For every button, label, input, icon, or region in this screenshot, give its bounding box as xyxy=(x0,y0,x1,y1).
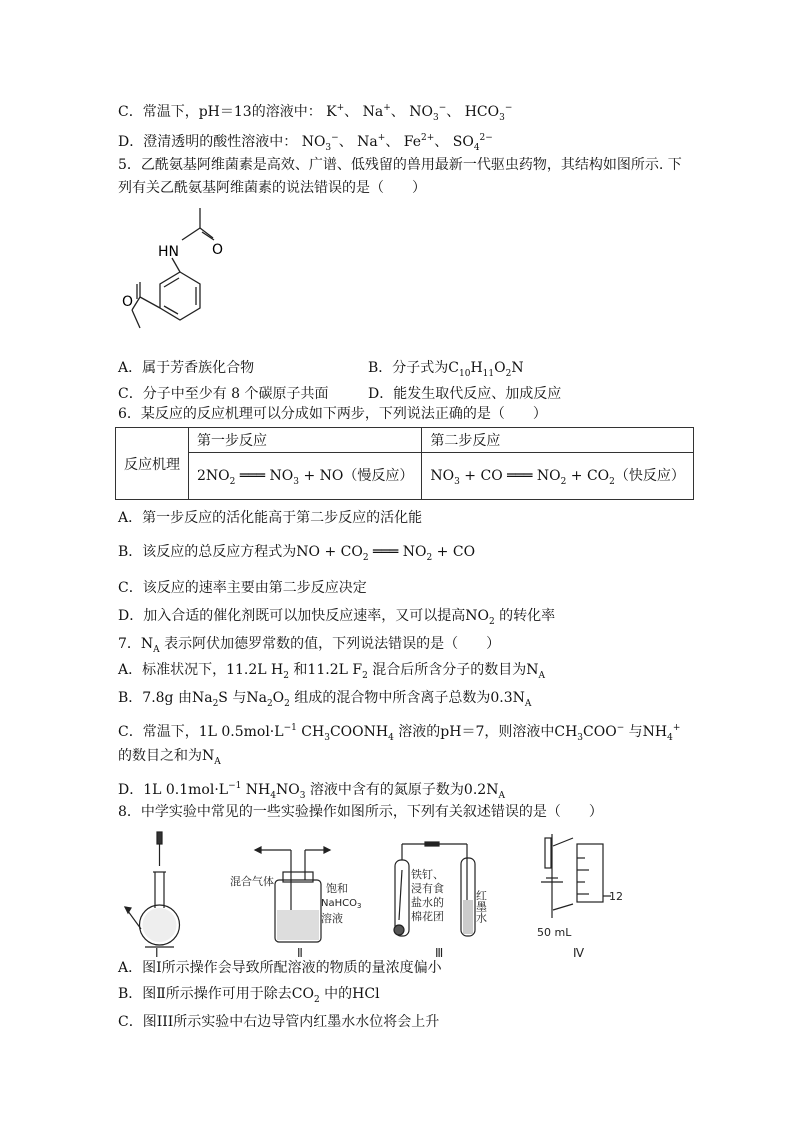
q7-option-a: A．标准状况下，11.2L $H_2$ 和11.2L $F_2$ 混合后所含分子的数目为$N_A$ xyxy=(118,662,546,681)
q8-option-c: C．图III所示实验中右边导管内红墨水水位将会上升 xyxy=(118,1014,440,1030)
q8-option-a: A．图Ⅰ所示操作会导致所配溶液的物质的量浓度偏小 xyxy=(118,960,442,976)
table-step2-equation: $NO_3$ + CO ═══ $NO_2 + CO_2$（快反应） xyxy=(422,453,694,500)
fig2-reagent-label-1: 饱和 xyxy=(326,882,348,895)
q8-option-b: B．图Ⅱ所示操作可用于除去$CO_2$ 中的HCl xyxy=(118,986,380,1005)
q5-stem-line1: 5．乙酰氨基阿维菌素是高效、广谱、低残留的兽用最新一代驱虫药物，其结构如图所示. 下 xyxy=(118,157,682,173)
q7-stem: 7．$N_A$ 表示阿伏加德罗常数的值，下列说法错误的是（ ） xyxy=(118,636,501,655)
fig3-iron-label-2: 浸有食 xyxy=(411,882,444,895)
fig3-iron-label-4: 棉花团 xyxy=(411,910,444,923)
q5-stem-line2: 列有关乙酰氨基阿维菌素的说法错误的是（ ） xyxy=(118,180,426,196)
fig3-red-ink-label: 红墨水 xyxy=(474,890,488,923)
fig2-reagent-label-2: NaHCO$_3$ xyxy=(321,898,362,910)
fig4-volume-label: 50 mL xyxy=(537,926,572,939)
table-step1-header: 第一步反应 xyxy=(189,428,422,453)
q6-option-b: B．该反应的总反应方程式为NO + $CO_2$ ═══ $NO_2$ + CO xyxy=(118,544,476,563)
q6-option-a: A．第一步反应的活化能高于第二步反应的活化能 xyxy=(118,510,423,526)
q8-stem: 8．中学实验中常见的一些实验操作如图所示，下列有关叙述错误的是（ ） xyxy=(118,804,603,820)
q7-option-d: D．1L $0.1mol\cdot L^{-1}$ $NH_4NO_3$ 溶液中含有的氮原子数为$0.2N_A$ xyxy=(118,781,505,801)
q8-apparatus-figure xyxy=(115,830,635,958)
q4-option-d: D．澄清透明的酸性溶液中： $NO_3^-$、 Na+、 $Fe^{2+}$、 $SO_4^{2-}$ xyxy=(118,133,493,153)
fig3-label: Ⅲ xyxy=(435,946,444,958)
q5-option-c: C．分子中至少有 8 个碳原子共面 xyxy=(118,386,329,402)
q5-structure-diagram xyxy=(110,200,250,350)
q4-option-c: C．常温下，pH＝13的溶液中： K+、 Na+、 $NO_3^-$、 $HCO_3^-$ xyxy=(118,103,513,123)
q5-option-a: A．属于芳香族化合物 xyxy=(118,360,255,376)
fig4-burette xyxy=(541,834,611,918)
q7-option-c-line1: C．常温下，1L $0.5mol\cdot L^{-1}$ $CH_3COONH_4$ 溶液的pH＝7，则溶液中$CH_3COO^-$ 与$NH_4^+$ xyxy=(118,723,681,743)
fig2-reagent-label-3: 溶液 xyxy=(321,912,343,925)
fig2-label: Ⅱ xyxy=(297,946,303,958)
table-row-header: 反应机理 xyxy=(116,428,189,500)
q6-option-c: C．该反应的速率主要由第二步反应决定 xyxy=(118,580,367,596)
q5-option-b: B．分子式为$C_{10}H_{11}O_2N$ xyxy=(368,360,524,379)
q6-option-d: D．加入合适的催化剂既可以加快反应速率，又可以提高$NO_2$ 的转化率 xyxy=(118,608,556,627)
q6-mechanism-table xyxy=(115,427,694,500)
q7-option-b: B．7.8g 由$Na_2S$ 与$Na_2O_2$ 组成的混合物中所含离子总数为$0.3N_A$ xyxy=(118,690,532,709)
q5-option-d: D．能发生取代反应、加成反应 xyxy=(368,386,562,402)
fig1-label: Ⅰ xyxy=(155,946,159,958)
fig2-mixed-gas-label: 混合气体 xyxy=(230,875,274,888)
table-step1-equation: $2NO_2$ ═══ $NO_3 + NO$（慢反应） xyxy=(189,453,422,500)
structure-o-label-2: O xyxy=(122,294,134,310)
fig3-iron-label-3: 盐水的 xyxy=(411,896,444,909)
fig4-label: Ⅳ xyxy=(573,946,585,958)
structure-o-label-1: O xyxy=(212,242,224,258)
fig3-iron-label-1: 铁钉、 xyxy=(411,868,444,881)
q7-option-c-line2: 的数目之和为$N_A$ xyxy=(118,748,221,767)
structure-nh-label: HN xyxy=(158,244,179,260)
table-step2-header: 第二步反应 xyxy=(422,428,694,453)
fig4-tick-label: 12 xyxy=(609,890,623,903)
fig2-washing-bottle xyxy=(255,847,330,942)
q6-stem: 6．某反应的反应机理可以分成如下两步，下列说法正确的是（ ） xyxy=(118,406,547,422)
fig1-volumetric-flask xyxy=(125,832,180,947)
